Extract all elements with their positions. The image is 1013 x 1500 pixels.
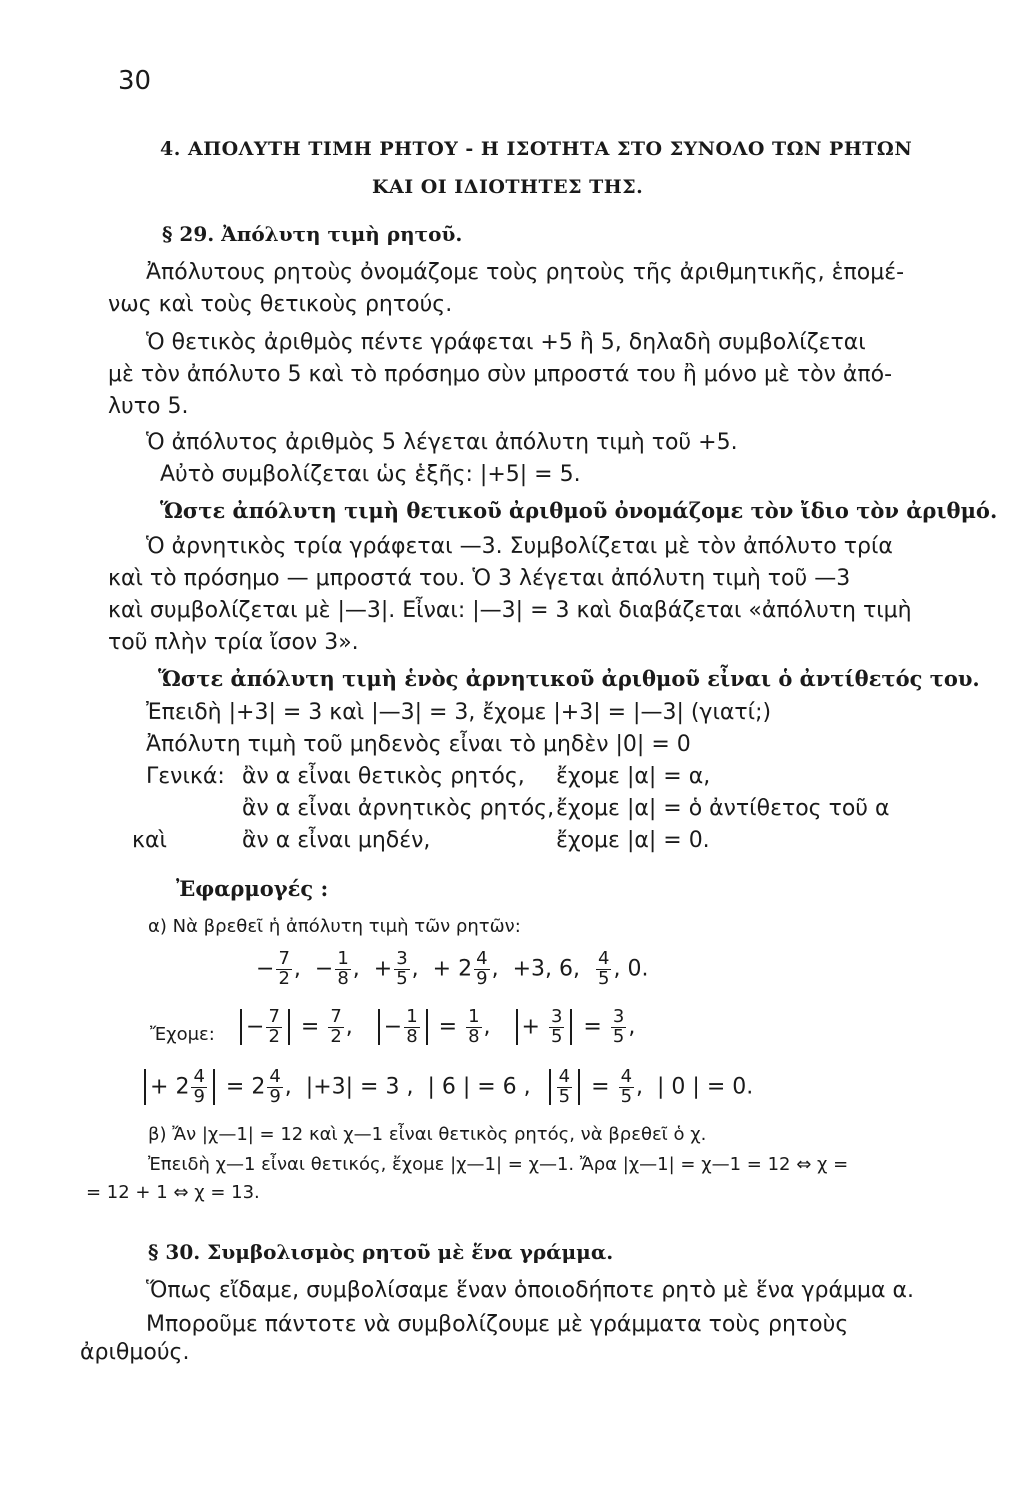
applications-title: Ἐφαρμογές :	[176, 876, 329, 901]
general-result: ἔχομε |α| = ὁ ἀντίθετος τοῦ α	[556, 796, 890, 821]
paragraph-line: Ὁ ἀρνητικὸς τρία γράφεται —3. Συμβολίζεται μὲ τὸν ἀπόλυτο τρία	[146, 534, 893, 559]
paragraph-line: νως καὶ τοὺς θετικοὺς ρητούς.	[108, 292, 453, 317]
fraction: $\frac{4}{9}$	[476, 948, 488, 989]
paragraph-line: Μποροῦμε πάντοτε νὰ συμβολίζουμε μὲ γράμματα τοὺς ρητοὺς	[146, 1312, 849, 1337]
general-cond: ἂν α εἶναι ἀρνητικὸς ρητός,	[242, 796, 555, 821]
paragraph-line: Ἀπόλυτους ρητοὺς ὀνομάζομε τοὺς ρητοὺς τῆς ἀριθμητικῆς, ἑπομέ-	[146, 260, 905, 285]
application-a: α) Νὰ βρεθεῖ ἡ ἀπόλυτη τιμὴ τῶν ρητῶν:	[148, 916, 521, 937]
section-30-title: § 30. Συμβολισμὸς ρητοῦ μὲ ἕνα γράμμα.	[148, 1240, 614, 1264]
paragraph-line: καὶ συμβολίζεται μὲ |—3|. Εἶναι: |—3| = 3 καὶ διαβάζεται «ἀπόλυτη τιμὴ	[108, 598, 912, 623]
general-cond: ἂν α εἶναι μηδέν,	[242, 828, 431, 853]
fraction: $\frac{7}{2}$	[278, 948, 290, 989]
echome-label: Ἔχομε:	[150, 1024, 215, 1045]
general-result: ἔχομε |α| = 0.	[556, 828, 710, 853]
paragraph-line: Αὐτὸ συμβολίζεται ὡς ἑξῆς: |+5| = 5.	[160, 462, 581, 487]
general-result: ἔχομε |α| = α,	[556, 764, 711, 789]
abs-values-row1: − $\frac{7}{2}$ = $\frac{7}{2}$ , − $\frac{1}{8}$ = $\frac{1}{8}$ , + $\frac{3}{5}$ = $\frac{3}{5}$ ,	[236, 1008, 635, 1047]
application-b-line: β) Ἄν |χ—1| = 12 καὶ χ—1 εἶναι θετικὸς ρητός, νὰ βρεθεῖ ὁ χ.	[148, 1124, 707, 1145]
paragraph-line: καὶ τὸ πρόσημο — μπροστά του. Ὁ 3 λέγεται ἀπόλυτη τιμὴ τοῦ —3	[108, 566, 851, 591]
application-b-line: = 12 + 1 ⇔ χ = 13.	[86, 1182, 260, 1203]
section-29-title: § 29. Ἀπόλυτη τιμὴ ρητοῦ.	[162, 222, 463, 246]
fraction: $\frac{4}{5}$	[598, 948, 610, 989]
paragraph-line: Ὁ ἀπόλυτος ἀριθμὸς 5 λέγεται ἀπόλυτη τιμὴ τοῦ +5.	[146, 430, 738, 455]
paragraph-line: μὲ τὸν ἀπόλυτο 5 καὶ τὸ πρόσημο σὺν μπροστά του ἢ μόνο μὲ τὸν ἀπό-	[108, 362, 893, 387]
paragraph-line: Ἀπόλυτη τιμὴ τοῦ μηδενὸς εἶναι τὸ μηδὲν |0| = 0	[146, 732, 691, 757]
rationals-list: − $\frac{7}{2}$ , − $\frac{1}{8}$ , + $\frac{3}{5}$ , + 2 $\frac{4}{9}$ , +3, 6, $\frac{4}{5}$ , 0.	[256, 948, 649, 989]
general-cond: ἂν α εἶναι θετικὸς ρητός,	[242, 764, 525, 789]
paragraph-line: λυτο 5.	[108, 394, 189, 419]
fraction: $\frac{1}{8}$	[337, 948, 349, 989]
application-b-line: Ἐπειδὴ χ—1 εἶναι θετικός, ἔχομε |χ—1| = χ—1. Ἄρα |χ—1| = χ—1 = 12 ⇔ χ =	[148, 1154, 849, 1175]
page-number: 30	[118, 66, 152, 96]
definition-positive: Ὥστε ἀπόλυτη τιμὴ θετικοῦ ἀριθμοῦ ὀνομάζομε τὸν ἴδιο τὸν ἀριθμό.	[160, 498, 998, 523]
paragraph-line: τοῦ πλὴν τρία ἴσον 3».	[108, 630, 359, 655]
general-label: Γενικά:	[146, 764, 225, 789]
paragraph-line: Ὁ θετικὸς ἀριθμὸς πέντε γράφεται +5 ἢ 5, δηλαδὴ συμβολίζεται	[146, 330, 866, 355]
general-kai: καὶ	[132, 828, 167, 853]
paragraph-line: ἀριθμούς.	[80, 1340, 190, 1365]
abs-values-row2: + 2 $\frac{4}{9}$ = 2 $\frac{4}{9}$ , |+3| = 3 , | 6 | = 6 , $\frac{4}{5}$ = $\frac{4}{5}$ , | 0 | = 0.	[140, 1068, 753, 1107]
paragraph-line: Ἐπειδὴ |+3| = 3 καὶ |—3| = 3, ἔχομε |+3| = |—3| (γιατί;)	[146, 700, 772, 725]
definition-negative: Ὥστε ἀπόλυτη τιμὴ ἑνὸς ἀρνητικοῦ ἀριθμοῦ εἶναι ὁ ἀντίθετός του.	[158, 666, 980, 691]
paragraph-line: Ὅπως εἴδαμε, συμβολίσαμε ἕναν ὁποιοδήποτε ρητὸ μὲ ἕνα γράμμα α.	[146, 1278, 914, 1303]
chapter-heading-line1: 4. ΑΠΟΛΥΤΗ ΤΙΜΗ ΡΗΤΟΥ - Η ΙΣΟΤΗΤΑ ΣΤΟ ΣΥΝΟΛΟ ΤΩΝ ΡΗΤΩΝ	[160, 138, 913, 160]
fraction: $\frac{3}{5}$	[396, 948, 408, 989]
chapter-heading-line2: ΚΑΙ ΟΙ ΙΔΙΟΤΗΤΕΣ ΤΗΣ.	[372, 176, 644, 198]
